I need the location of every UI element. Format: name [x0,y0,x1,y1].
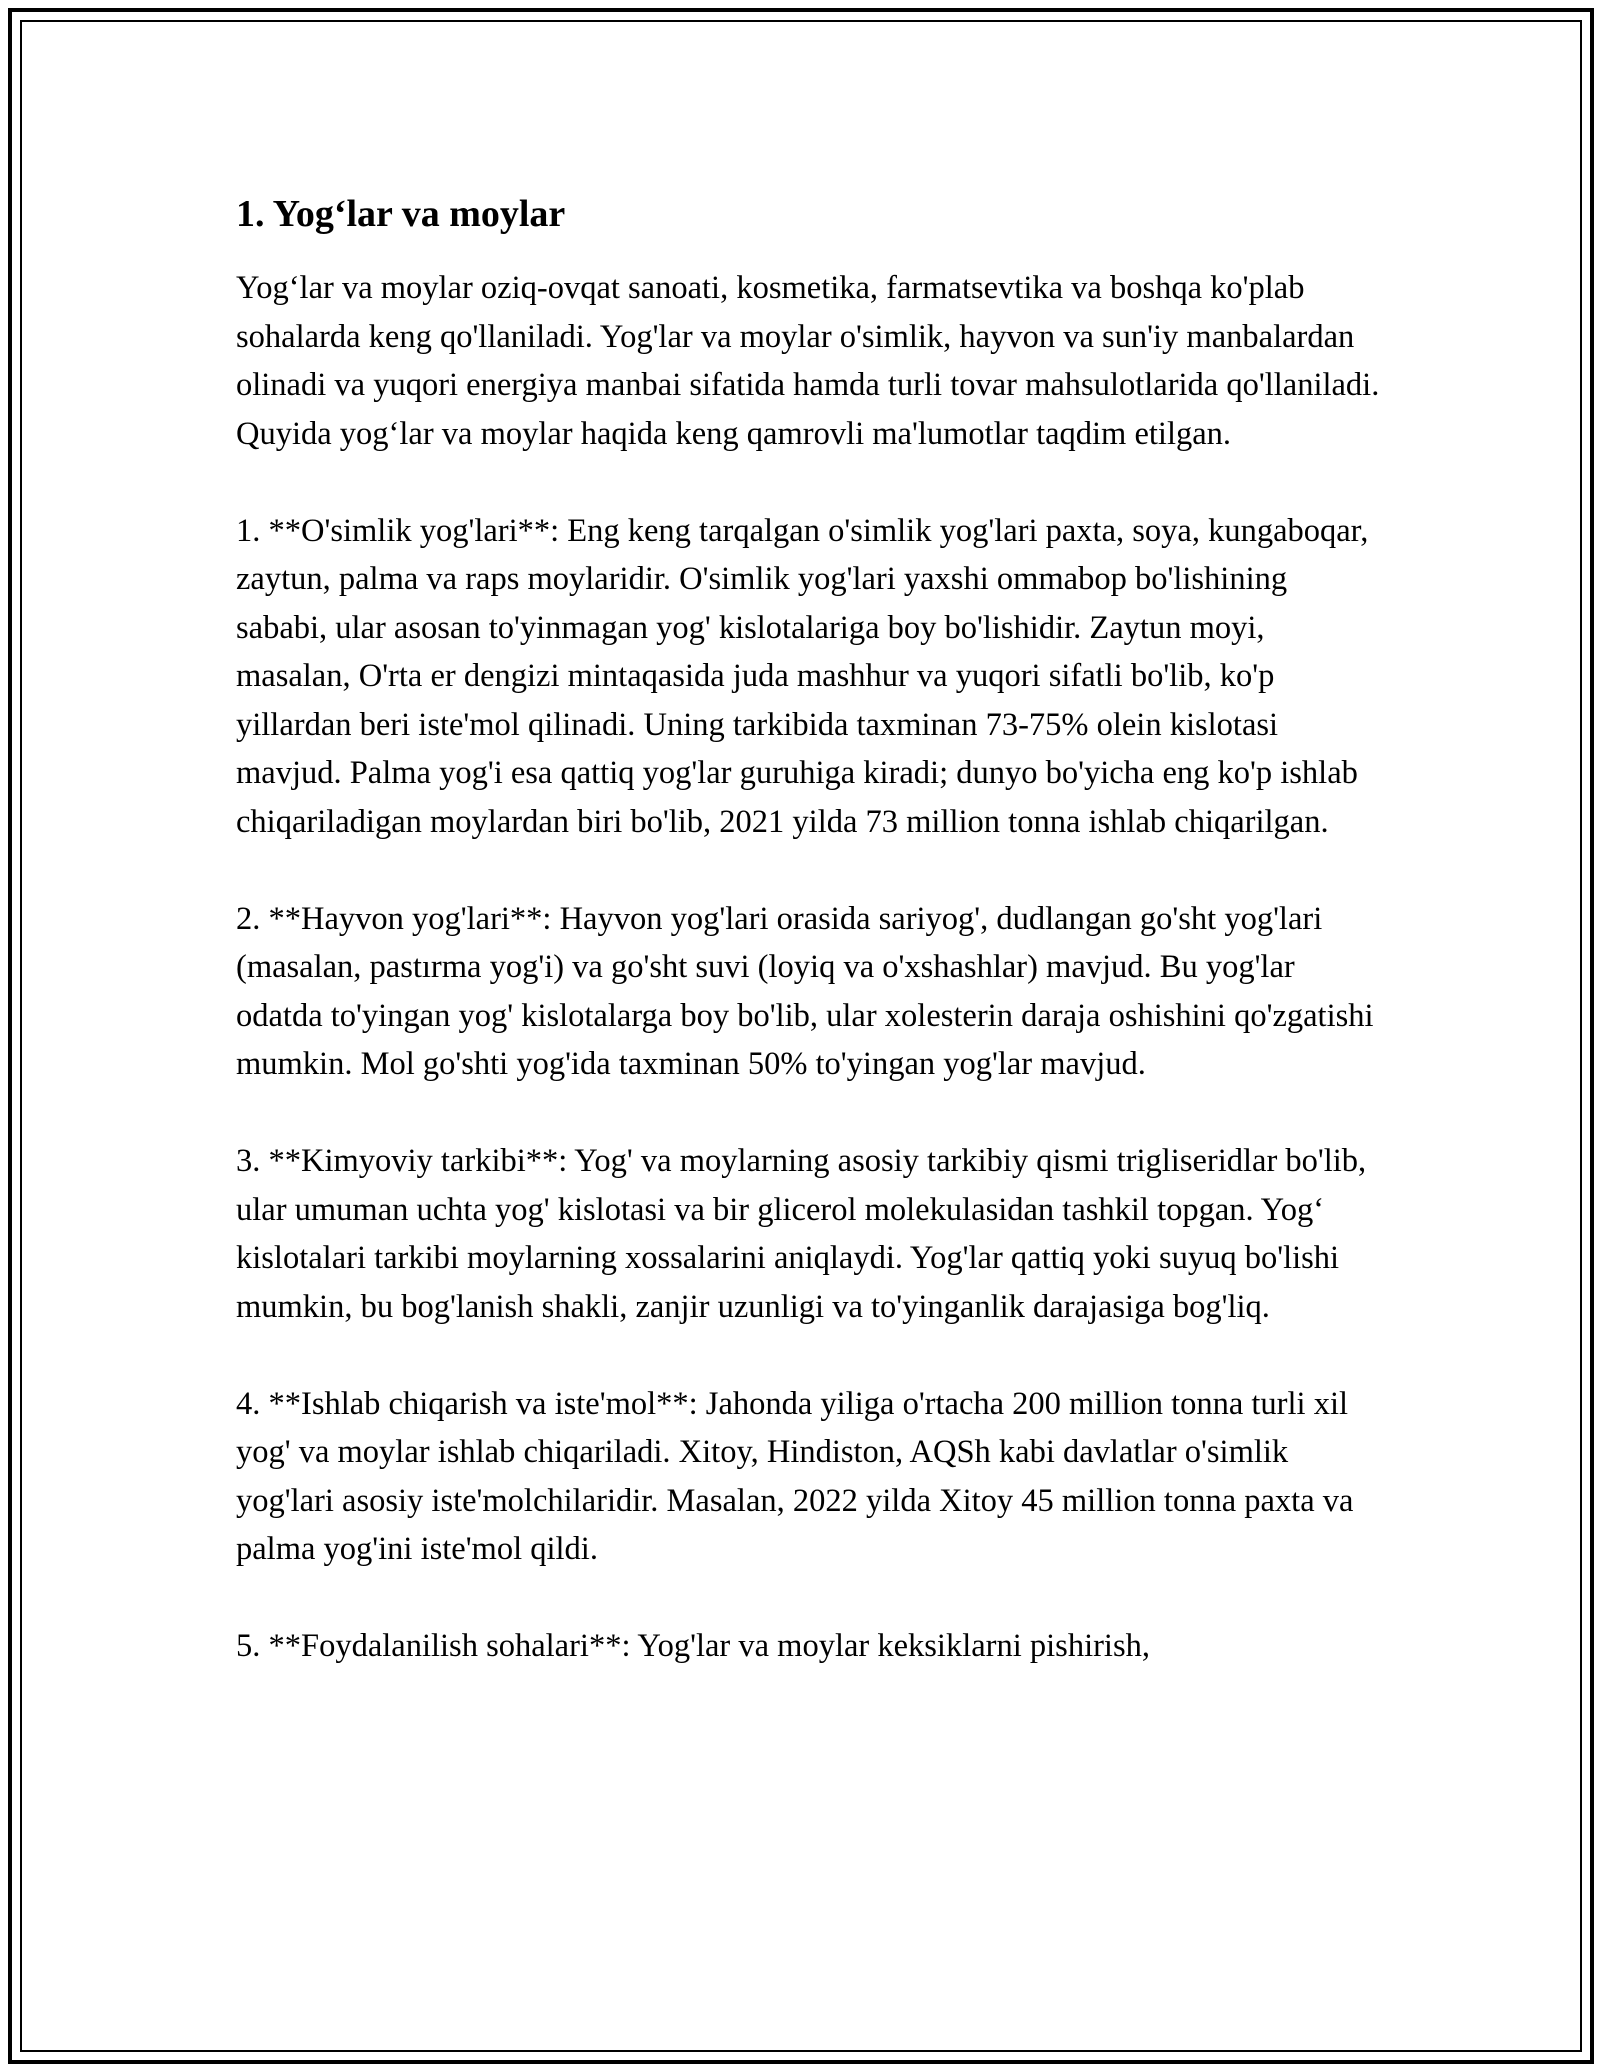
section-heading: 1. Yog‘lar va moylar [236,193,566,235]
paragraph-production-consumption: 4. **Ishlab chiqarish va iste'mol**: Jahonda yiliga o'rtacha 200 million tonna turli xil yog' va moylar ishlab chiqariladi. Xitoy, Hindiston, AQSh kabi davlatlar o'simlik yog'lari asosiy iste'molchilaridir. Masalan, 2022 yilda Xitoy 45 million tonna paxta va palma yog'ini iste'mol qildi. [236,1385,1354,1567]
paragraph-usage-areas: 5. **Foydalanilish sohalari**: Yog'lar va moylar keksiklarni pishirish, [236,1628,1150,1664]
paragraph-chemical-composition: 3. **Kimyoviy tarkibi**: Yog' va moylarning asosiy tarkibiy qismi trigliseridlar bo'lib, ular umuman uchta yog' kislotasi va bir glicerol molekulasidan tashkil topgan. Yog‘ kislotalari tarkibi moylarning xossalarini aniqlaydi. Yog'lar qattiq yoki suyuq bo'lishi mumkin, bu bog'lanish shakli, zanjir uzunligi va to'yinganlik darajasiga bog'liq. [236,1143,1367,1325]
paragraph-animal-fats: 2. **Hayvon yog'lari**: Hayvon yog'lari orasida sariyog', dudlangan go'sht yog'lari (masalan, pastırma yog'i) va go'sht suvi (loyiq va o'xshashlar) mavjud. Bu yog'lar odatda to'yingan yog' kislotalarga boy bo'lib, ular xolesterin daraja oshishini qo'zgatishi mumkin. Mol go'shti yog'ida taxminan 50% to'yingan yog'lar mavjud. [236,900,1374,1082]
intro-paragraph: Yog‘lar va moylar oziq-ovqat sanoati, kosmetika, farmatsevtika va boshqa ko'plab sohalarda keng qo'llaniladi. Yog'lar va moylar o'simlik, hayvon va sun'iy manbalardan olinadi va yuqori energiya manbai sifatida hamda turli tovar mahsulotlarida qo'llaniladi. Quyida yog‘lar va moylar haqida keng qamrovli ma'lumotlar taqdim etilgan. [236,270,1380,452]
paragraph-plant-oils: 1. **O'simlik yog'lari**: Eng keng tarqalgan o'simlik yog'lari paxta, soya, kungaboqar, zaytun, palma va raps moylaridir. O'simlik yog'lari yaxshi ommabop bo'lishining sababi, ular asosan to'yinmagan yog' kislotalariga boy bo'lishidir. Zaytun moyi, masalan, O'rta er dengizi mintaqasida juda mashhur va yuqori sifatli bo'lib, ko'p yillardan beri iste'mol qilinadi. Uning tarkibida taxminan 73-75% olein kislotasi mavjud. Palma yog'i esa qattiq yog'lar guruhiga kiradi; dunyo bo'yicha eng ko'p ishlab chiqariladigan moylardan biri bo'lib, 2021 yilda 73 million tonna ishlab chiqarilgan. [236,512,1369,840]
document-body [236,186,1386,1719]
